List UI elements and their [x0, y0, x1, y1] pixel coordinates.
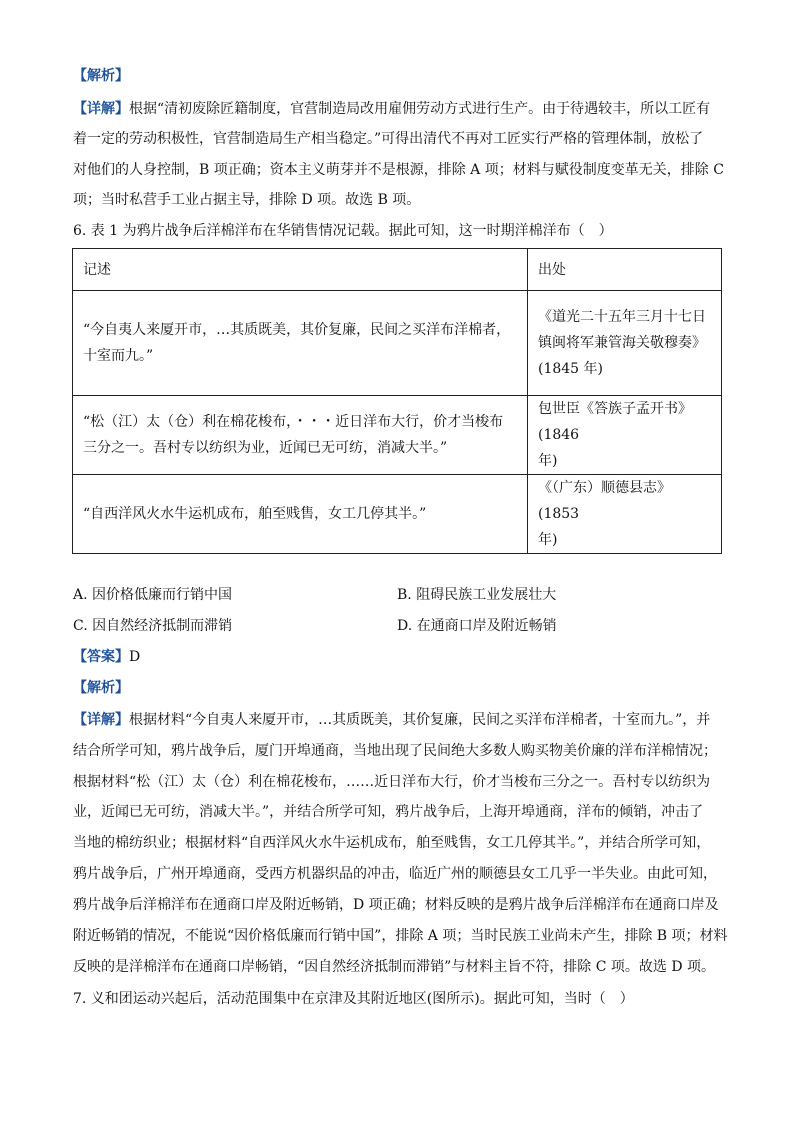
detail-label: 【详解】: [73, 101, 129, 117]
table-cell-source: [528, 396, 722, 475]
cell-line: “自西洋风火水牛运机成布，舶至贱售，女工几停其半。”: [83, 506, 427, 522]
table-cell-source: [528, 291, 722, 396]
option-a: A. 因价格低廉而行销中国: [73, 587, 233, 603]
table-cell-source: [528, 475, 722, 554]
detail-paragraph-line: 当地的棉纺织业；根据材料“自西洋风火水牛运机成布，舶至贱售，女工几停其半。”，并结合所学可知，: [73, 835, 711, 851]
option-d: D. 在通商口岸及附近畅销: [397, 618, 557, 634]
detail-paragraph-line: 业，近闻已无可纺，消减大半。”，并结合所学可知，鸦片战争后，上海开埠通商，洋布的倾销，冲击了: [73, 804, 704, 820]
cell-line: 镇闽将军兼管海关敬穆奏》: [538, 335, 706, 351]
table-cell-record: [73, 475, 528, 554]
cell-line: 三分之一。吾村专以纺织为业，近闻已无可纺，消减大半。”: [83, 440, 448, 456]
table-row: [73, 396, 722, 475]
cell-line: 年): [538, 453, 558, 469]
detail-paragraph-line: 对他们的人身控制，B 项正确；资本主义萌芽并不是根源，排除 A 项；材料与赋役制度变革无关，排除 C: [73, 162, 724, 178]
option-b: B. 阻碍民族工业发展壮大: [397, 587, 557, 603]
cell-line: 年): [538, 532, 558, 548]
cell-line: “今自夷人来厦开市，…其质既美，其价复廉，民间之买洋布洋棉者，: [83, 322, 511, 338]
answer-line: [73, 647, 723, 667]
analysis-heading: 【解析】: [73, 680, 129, 696]
detail-paragraph-line: 鸦片战争后洋棉洋布在通商口岸及附近畅销，D 项正确；材料反映的是鸦片战争后洋棉洋布在通商口岸及: [73, 897, 719, 913]
cell-line: 包世臣《答族子孟开书》(1846: [538, 401, 692, 443]
cell-line: (1845 年): [538, 361, 604, 377]
option-c: C. 因自然经济抵制而滞销: [73, 618, 233, 634]
cell-line: 《道光二十五年三月十七日: [538, 309, 706, 325]
detail-paragraph-line: 鸦片战争后，广州开埠通商，受西方机器织品的冲击，临近广州的顺德县女工几乎一半失业。由此可知，: [73, 866, 717, 882]
question-7-stem: 7. 义和团运动兴起后，活动范围集中在京津及其附近地区(图所示)。据此可知，当时（ ）: [73, 991, 634, 1007]
detail-text: 根据材料“今自夷人来厦开市，…其质既美，其价复廉，民间之买洋布洋棉者，十室而九。”，并: [129, 712, 711, 728]
table-cell-record: [73, 291, 528, 396]
detail-paragraph-line: 附近畅销的情况，不能说“因价格低廉而行销中国”，排除 A 项；当时民族工业尚未产生，排除 B 项；材料: [73, 928, 728, 944]
table-cell-record: [73, 396, 528, 475]
detail-label: 【详解】: [73, 712, 129, 728]
cell-line: 十室而九。”: [83, 348, 154, 364]
table-header-row: [73, 249, 722, 291]
detail-paragraph-line: 结合所学可知，鸦片战争后，厦门开埠通商，当地出现了民间绝大多数人购买物美价廉的洋布洋棉情况；: [73, 743, 717, 759]
detail-paragraph-line: 着一定的劳动积极性，官营制造局生产相当稳定。”可得出清代不再对工匠实行严格的管理体制，放松了: [73, 131, 704, 147]
answer-label: 【答案】: [73, 649, 129, 665]
answer-value: D: [129, 649, 141, 665]
cell-line: 《（广东）顺德县志》(1853: [538, 480, 671, 522]
table-header-source: 出处: [528, 249, 722, 291]
table-row: [73, 291, 722, 396]
detail-paragraph-line: 根据材料“松（江）太（仓）利在棉花梭布，……近日洋布大行，价才当梭布三分之一。吾村专以纺织为: [73, 774, 711, 790]
detail-paragraph-line: [73, 99, 723, 119]
detail-text: 根据“清初废除匠籍制度，官营制造局改用雇佣劳动方式进行生产。由于待遇较丰，所以工匠有: [129, 101, 711, 117]
table-row: [73, 475, 722, 554]
analysis-heading: 【解析】: [73, 68, 129, 84]
detail-paragraph-line: 项；当时私营手工业占据主导，排除 D 项。故选 B 项。: [73, 192, 421, 208]
cell-line: “松（江）太（仓）利在棉花梭布，・・・近日洋布大行，价才当梭布: [83, 414, 504, 430]
table-header-record: 记述: [73, 249, 528, 291]
detail-paragraph-line: 反映的是洋棉洋布在通商口岸畅销，“因自然经济抵制而滞销”与材料主旨不符，排除 C 项。故选 D 项。: [73, 959, 716, 975]
detail-paragraph-line: [73, 710, 723, 730]
question-6-stem: 6. 表 1 为鸦片战争后洋棉洋布在华销售情况记载。据此可知，这一时期洋棉洋布（ ）: [73, 223, 613, 239]
source-table: [72, 248, 722, 554]
